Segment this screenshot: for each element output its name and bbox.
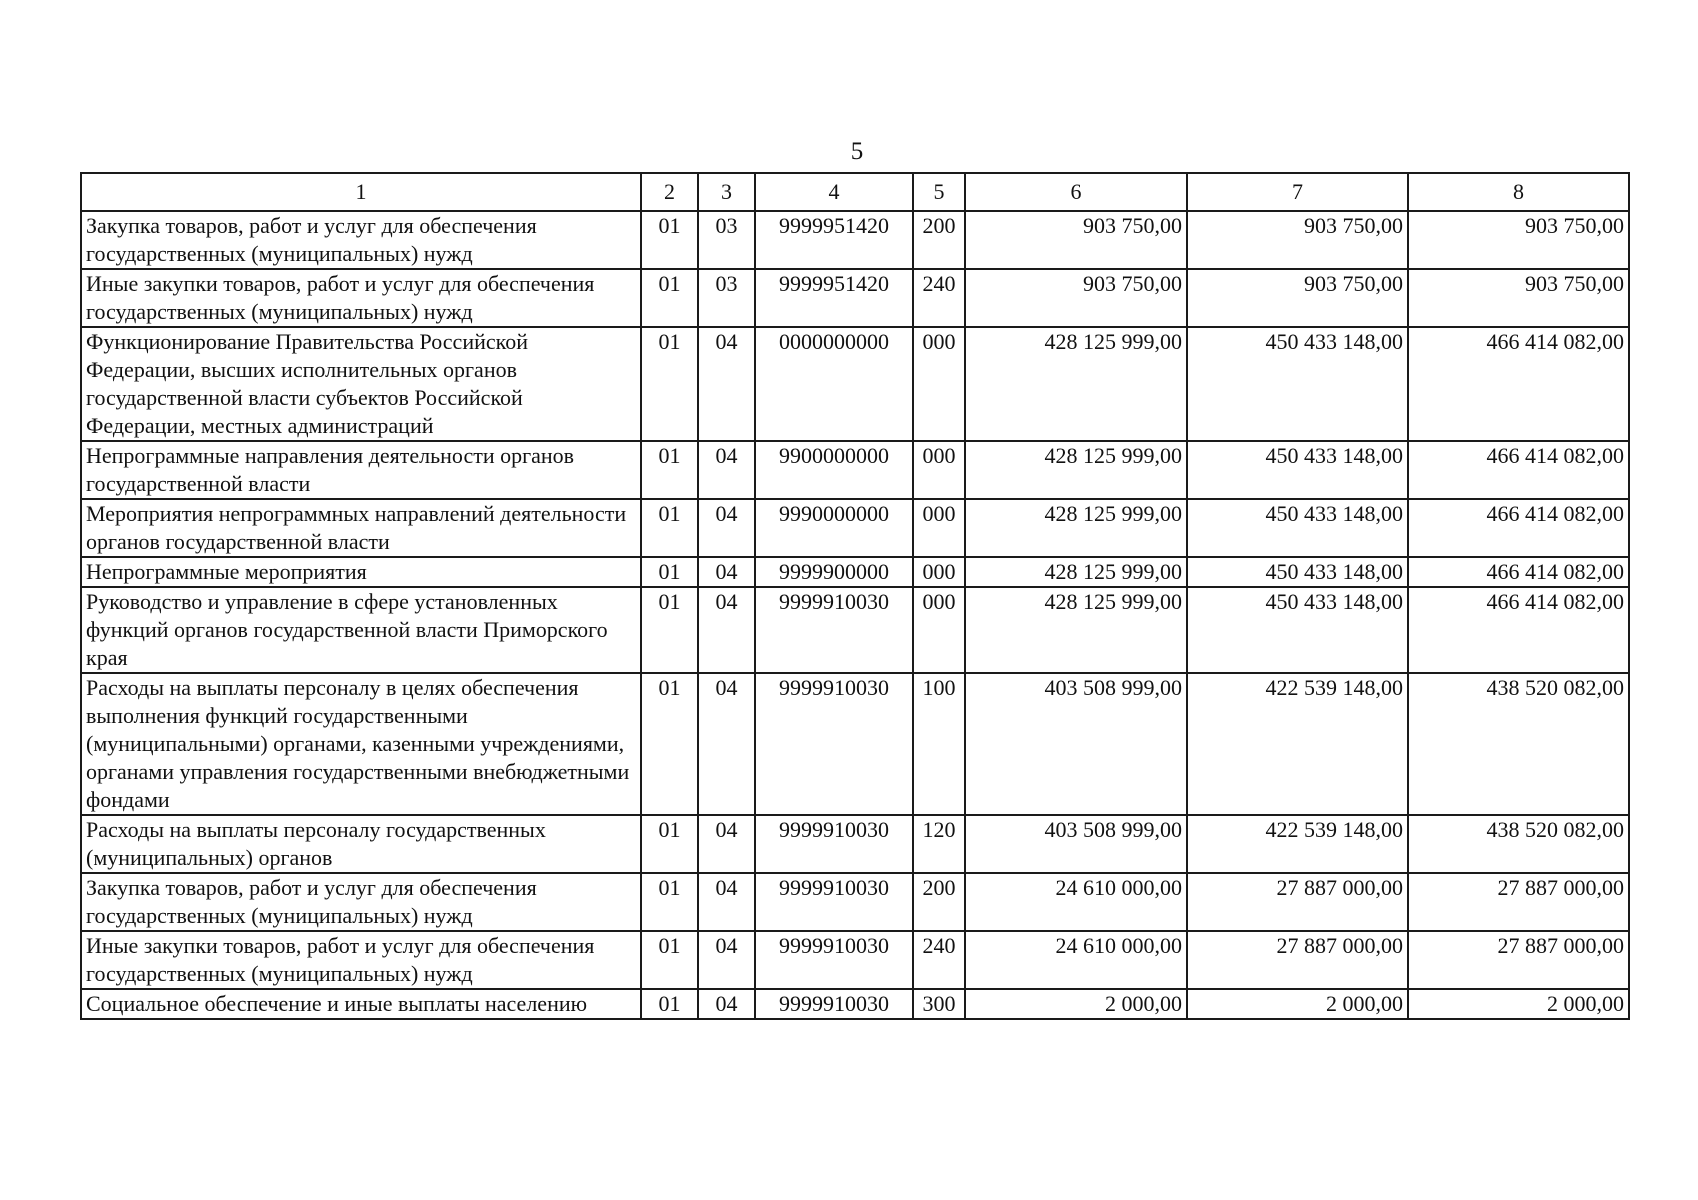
expense-type-cell: 000 [913,587,965,673]
subsection-code-cell: 03 [698,211,755,269]
section-code-cell: 01 [641,815,698,873]
target-article-cell: 9999910030 [755,931,913,989]
amount-year1-cell: 428 125 999,00 [965,587,1187,673]
section-code-cell: 01 [641,587,698,673]
table-row [81,499,1629,557]
amount-year1-cell: 24 610 000,00 [965,873,1187,931]
table-row [81,557,1629,587]
row-name-cell: Функционирование Правительства Российской Федерации, высших исполнительных органов государственной власти субъектов Российской Федерации, местных администраций [81,327,641,441]
amount-year3-cell: 2 000,00 [1408,989,1629,1019]
subsection-code-cell: 04 [698,815,755,873]
amount-year1-cell: 428 125 999,00 [965,327,1187,441]
subsection-code-cell: 04 [698,441,755,499]
amount-year1-cell: 428 125 999,00 [965,441,1187,499]
column-header: 4 [755,173,913,211]
expense-type-cell: 240 [913,269,965,327]
section-code-cell: 01 [641,211,698,269]
amount-year3-cell: 27 887 000,00 [1408,873,1629,931]
subsection-code-cell: 04 [698,931,755,989]
expense-type-cell: 200 [913,873,965,931]
section-code-cell: 01 [641,931,698,989]
expense-type-cell: 120 [913,815,965,873]
amount-year3-cell: 27 887 000,00 [1408,931,1629,989]
amount-year2-cell: 903 750,00 [1187,269,1408,327]
row-name-cell: Закупка товаров, работ и услуг для обеспечения государственных (муниципальных) нужд [81,211,641,269]
expense-type-cell: 200 [913,211,965,269]
target-article-cell: 9999910030 [755,989,913,1019]
amount-year2-cell: 450 433 148,00 [1187,557,1408,587]
amount-year3-cell: 438 520 082,00 [1408,673,1629,815]
target-article-cell: 9999951420 [755,211,913,269]
table-row [81,931,1629,989]
amount-year1-cell: 428 125 999,00 [965,557,1187,587]
amount-year3-cell: 903 750,00 [1408,269,1629,327]
subsection-code-cell: 04 [698,327,755,441]
section-code-cell: 01 [641,441,698,499]
column-header: 2 [641,173,698,211]
target-article-cell: 9990000000 [755,499,913,557]
amount-year2-cell: 450 433 148,00 [1187,441,1408,499]
amount-year3-cell: 466 414 082,00 [1408,499,1629,557]
table-row [81,327,1629,441]
target-article-cell: 9999951420 [755,269,913,327]
section-code-cell: 01 [641,499,698,557]
table-row [81,989,1629,1019]
subsection-code-cell: 04 [698,989,755,1019]
column-header: 5 [913,173,965,211]
expense-type-cell: 000 [913,557,965,587]
expense-type-cell: 000 [913,499,965,557]
target-article-cell: 9999910030 [755,587,913,673]
row-name-cell: Руководство и управление в сфере установленных функций органов государственной власти Приморского края [81,587,641,673]
section-code-cell: 01 [641,557,698,587]
expense-type-cell: 240 [913,931,965,989]
amount-year1-cell: 403 508 999,00 [965,815,1187,873]
header-row [81,173,1629,211]
subsection-code-cell: 04 [698,499,755,557]
target-article-cell: 9999910030 [755,873,913,931]
table-row [81,211,1629,269]
amount-year2-cell: 450 433 148,00 [1187,327,1408,441]
amount-year3-cell: 466 414 082,00 [1408,587,1629,673]
row-name-cell: Закупка товаров, работ и услуг для обеспечения государственных (муниципальных) нужд [81,873,641,931]
target-article-cell: 9999910030 [755,673,913,815]
column-header: 7 [1187,173,1408,211]
target-article-cell: 9999900000 [755,557,913,587]
amount-year1-cell: 903 750,00 [965,211,1187,269]
table-row [81,441,1629,499]
row-name-cell: Расходы на выплаты персоналу государственных (муниципальных) органов [81,815,641,873]
expense-type-cell: 300 [913,989,965,1019]
amount-year1-cell: 903 750,00 [965,269,1187,327]
budget-table [80,172,1630,1020]
section-code-cell: 01 [641,327,698,441]
amount-year3-cell: 466 414 082,00 [1408,557,1629,587]
column-header: 6 [965,173,1187,211]
subsection-code-cell: 03 [698,269,755,327]
amount-year1-cell: 2 000,00 [965,989,1187,1019]
table-body [81,211,1629,1019]
amount-year3-cell: 466 414 082,00 [1408,327,1629,441]
amount-year1-cell: 428 125 999,00 [965,499,1187,557]
column-header: 3 [698,173,755,211]
row-name-cell: Непрограммные направления деятельности органов государственной власти [81,441,641,499]
subsection-code-cell: 04 [698,587,755,673]
expense-type-cell: 000 [913,441,965,499]
amount-year3-cell: 438 520 082,00 [1408,815,1629,873]
target-article-cell: 9999910030 [755,815,913,873]
target-article-cell: 9900000000 [755,441,913,499]
column-header: 8 [1408,173,1629,211]
section-code-cell: 01 [641,989,698,1019]
subsection-code-cell: 04 [698,557,755,587]
amount-year2-cell: 27 887 000,00 [1187,931,1408,989]
column-header: 1 [81,173,641,211]
table-row [81,587,1629,673]
amount-year2-cell: 450 433 148,00 [1187,499,1408,557]
subsection-code-cell: 04 [698,673,755,815]
table-row [81,269,1629,327]
amount-year2-cell: 903 750,00 [1187,211,1408,269]
target-article-cell: 0000000000 [755,327,913,441]
table-row [81,873,1629,931]
row-name-cell: Непрограммные мероприятия [81,557,641,587]
row-name-cell: Мероприятия непрограммных направлений деятельности органов государственной власти [81,499,641,557]
section-code-cell: 01 [641,873,698,931]
amount-year2-cell: 422 539 148,00 [1187,673,1408,815]
amount-year2-cell: 2 000,00 [1187,989,1408,1019]
row-name-cell: Социальное обеспечение и иные выплаты населению [81,989,641,1019]
row-name-cell: Расходы на выплаты персоналу в целях обеспечения выполнения функций государственными (муниципальными) органами, казенными учреждениями, органами управления государственными внебюджетными фондами [81,673,641,815]
amount-year2-cell: 27 887 000,00 [1187,873,1408,931]
page-number: 5 [850,138,864,165]
section-code-cell: 01 [641,673,698,815]
section-code-cell: 01 [641,269,698,327]
expense-type-cell: 000 [913,327,965,441]
table-row [81,673,1629,815]
expense-type-cell: 100 [913,673,965,815]
row-name-cell: Иные закупки товаров, работ и услуг для обеспечения государственных (муниципальных) нужд [81,269,641,327]
row-name-cell: Иные закупки товаров, работ и услуг для обеспечения государственных (муниципальных) нужд [81,931,641,989]
amount-year2-cell: 450 433 148,00 [1187,587,1408,673]
amount-year2-cell: 422 539 148,00 [1187,815,1408,873]
amount-year3-cell: 466 414 082,00 [1408,441,1629,499]
amount-year3-cell: 903 750,00 [1408,211,1629,269]
amount-year1-cell: 403 508 999,00 [965,673,1187,815]
subsection-code-cell: 04 [698,873,755,931]
table-row [81,815,1629,873]
amount-year1-cell: 24 610 000,00 [965,931,1187,989]
